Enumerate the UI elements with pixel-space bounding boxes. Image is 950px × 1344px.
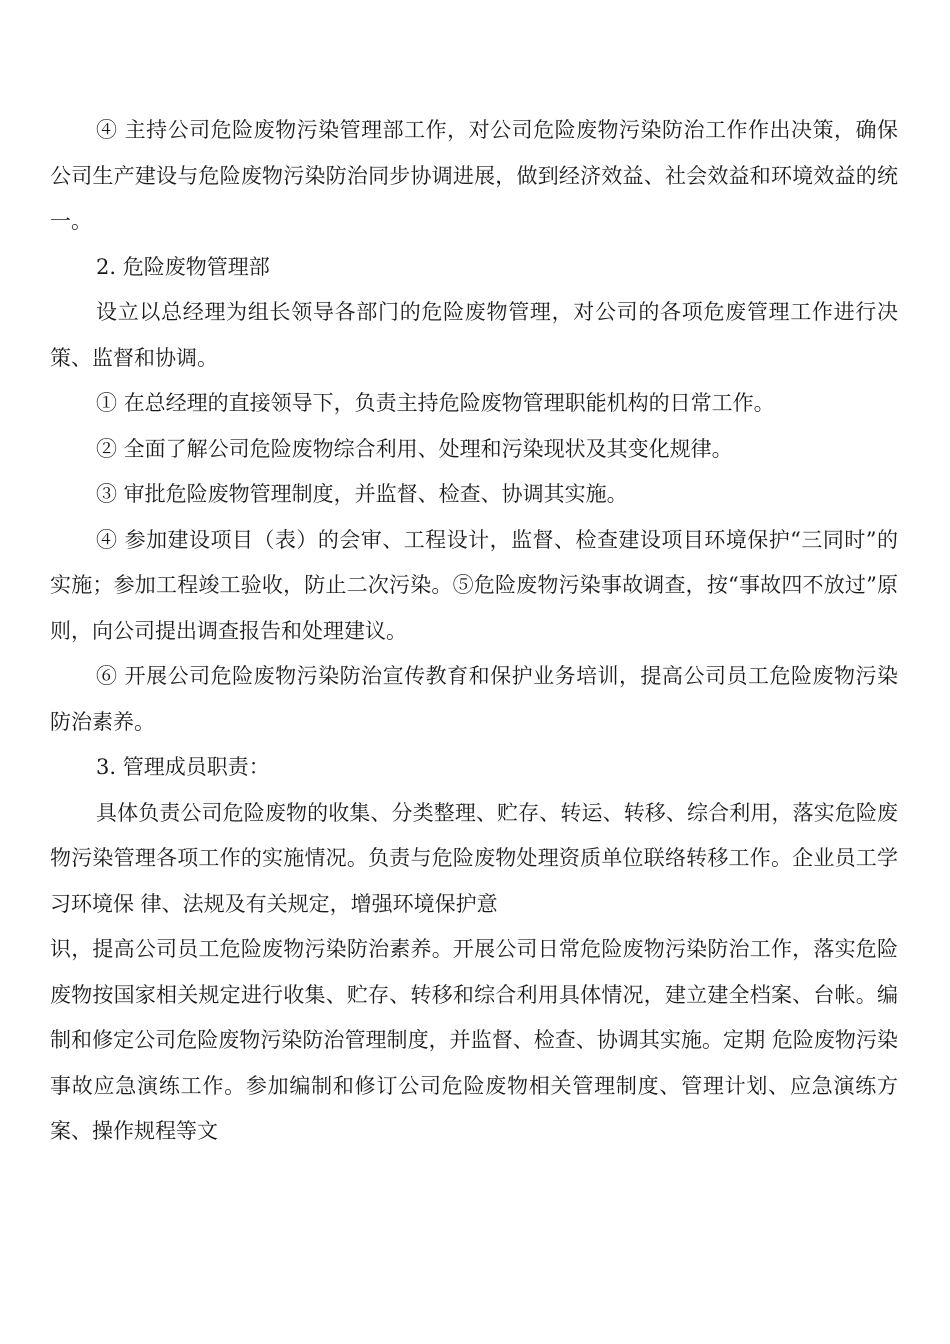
paragraph-responsibility-4: ④ 主持公司危险废物污染管理部工作，对公司危险废物污染防治工作作出决策，确保公司生产建设与危险废物污染防治同步协调进展，做到经济效益、社会效益和环境效益的统一。 [50,118,898,233]
paragraph-duty-1: ① 在总经理的直接领导下，负责主持危险废物管理职能机构的日常工作。 [96,391,775,415]
section-heading-member-duties: 3. 管理成员职责： [96,755,270,779]
paragraph-duty-6: ⑥ 开展公司危险废物污染防治宣传教育和保护业务培训，提高公司员工危险废物污染防治素养。 [50,664,898,734]
paragraph-duty-3: ③ 审批危险废物管理制度，并监督、检查、协调其实施。 [96,482,628,506]
paragraph-duty-2: ② 全面了解公司危险废物综合利用、处理和污染现状及其变化规律。 [96,436,733,461]
paragraph-duty-4-5: ④ 参加建设项目（表）的会审、工程设计，监督、检查建设项目环境保护“三同时”的实施；参加工程竣工验收，防止二次污染。⑤危险废物污染事故调查，按“事故四不放过”原则，向公司提出调查报告和处理建议。 [50,527,898,643]
section-heading-hazardous-waste-department: 2. 危险废物管理部 [96,254,270,279]
paragraph-member-duties-continued: 识，提高公司员工危险废物污染防治素养。开展公司日常危险废物污染防治工作，落实危险废物按国家相关规定进行收集、贮存、转移和综合利用具体情况，建立建全档案、台帐。编制和修定公司危险废物污染防治管理制度，并监督、检查、协调其实施。定期 危险废物污染事故应急演练工作。参加编制和修订公司危险废物相关管理制度、管理计划、应急演练方案、操作规程等文 [50,937,898,1143]
document-body [50,108,898,1155]
paragraph-member-duties: 具体负责公司危险废物的收集、分类整理、贮存、转运、转移、综合利用，落实危险废物污染管理各项工作的实施情况。负责与危险废物处理资质单位联络转移工作。企业员工学习环境保 律、法规及有关规定，增强环境保护意 [50,800,898,916]
paragraph-department-setup: 设立以总经理为组长领导各部门的危险废物管理，对公司的各项危废管理工作进行决策、监督和协调。 [50,300,898,370]
